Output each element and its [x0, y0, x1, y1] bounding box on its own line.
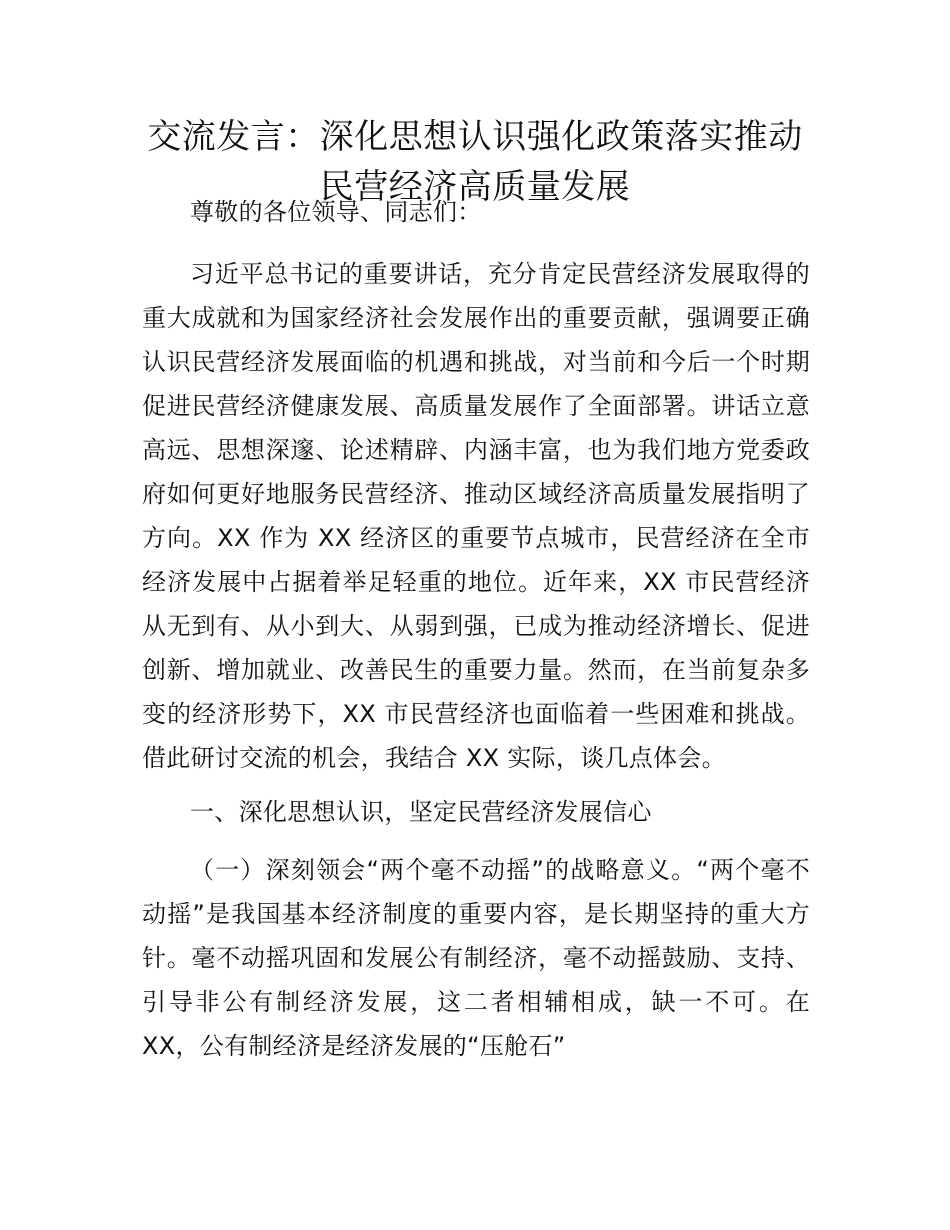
subsection-paragraph: （一）深刻领会“两个毫不动摇”的战略意义。“两个毫不动摇”是我国基本经济制度的重要内容，是长期坚持的重大方针。毫不动摇巩固和发展公有制经济，毫不动摇鼓励、支持、引导非公有制经济发展，这二者相辅相成，缺一不可。在 XX，公有制经济是经济发展的“压舱石”	[142, 856, 810, 1060]
document-title: 交流发言：深化思想认识强化政策落实推动民营经济高质量发展	[147, 117, 803, 207]
document-body	[142, 190, 810, 1078]
section-heading: 一、深化思想认识，坚定民营经济发展信心	[190, 798, 652, 826]
intro-paragraph: 习近平总书记的重要讲话，充分肯定民营经济发展取得的重大成就和为国家经济社会发展作出的重要贡献，强调要正确认识民营经济发展面临的机遇和挑战，对当前和今后一个时期促进民营经济健康发展、高质量发展作了全面部署。讲话立意高远、思想深邃、论述精辟、内涵丰富，也为我们地方党委政府如何更好地服务民营经济、推动区域经济高质量发展指明了方向。XX 作为 XX 经济区的重要节点城市，民营经济在全市经济发展中占据着举足轻重的地位。近年来，XX 市民营经济从无到有、从小到大、从弱到强，已成为推动经济增长、促进创新、增加就业、改善民生的重要力量。然而，在当前复杂多变的经济形势下，XX 市民营经济也面临着一些困难和挑战。借此研讨交流的机会，我结合 XX 实际，谈几点体会。	[142, 260, 810, 772]
greeting-paragraph: 尊敬的各位领导、同志们：	[190, 198, 482, 226]
